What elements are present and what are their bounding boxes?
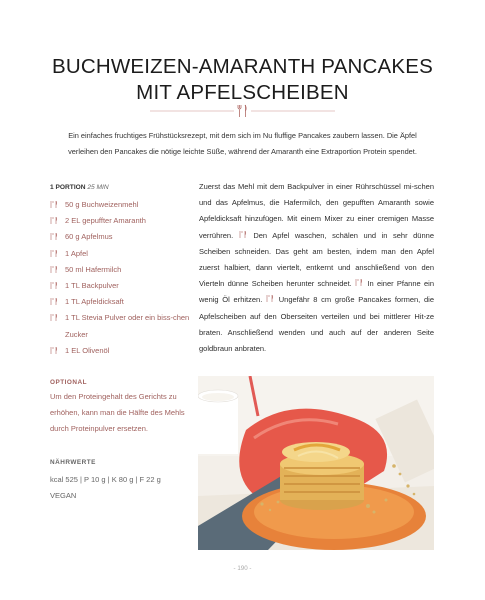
vegan-label: VEGAN (50, 490, 77, 500)
nutrition-line-1: kcal 525 | P 10 g | K 80 g | F 22 g (50, 475, 161, 484)
ingredient-list (50, 197, 190, 359)
recipe-title-line-2: MIT APFELSCHEIBEN (136, 81, 349, 104)
ingredient-item (50, 343, 190, 359)
ingredient-text: 50 ml Hafermilch (65, 264, 122, 274)
instruction-step: Ungefähr 8 cm große Pancakes formen, die Apfelscheiben auf den Oberseiten verteilen und bei mittlerer Hit-ze braten. Anschließend wenden und auch auf der anderen Seite goldbraun anbraten. (199, 295, 434, 354)
ingredient-item (50, 310, 190, 342)
ingredient-text: 1 TL Apfeldicksaft (65, 297, 124, 307)
pancake-photo (198, 376, 434, 550)
nutrition-values (50, 472, 161, 504)
instruction-step: Zuerst das Mehl mit dem Backpulver in einer Rührschüssel mi-schen und das Apfelmus, die Hafermilch, den gepufften Amaranth sowie Apfeldicksaft hinzufügen. Mit einem Mixer zu einer cremigen Masse verrühren. (199, 182, 434, 240)
fork-and-knife-icon (50, 266, 58, 274)
ingredient-text: 2 EL gepuffter Amaranth (65, 216, 146, 226)
ingredient-text: 1 EL Olivenöl (65, 345, 110, 355)
intro-line-1: Ein einfaches fruchtiges Frühstücksrezept, mit dem sich im Nu fluffige Pancakes zaubern lassen. Die Äpfel (68, 131, 417, 140)
portion-info (50, 183, 190, 192)
ingredient-item (50, 262, 190, 278)
recipe-title (0, 54, 485, 106)
ingredient-text: 1 Apfel (65, 248, 88, 258)
ingredient-item (50, 278, 190, 294)
recipe-intro (50, 128, 435, 159)
instruction-step: In einer Pfanne ein wenig Öl erhitzen. (199, 279, 435, 305)
nutrition-heading: NÄHRWERTE (50, 459, 96, 466)
ingredient-text: 60 g Apfelmus (65, 232, 113, 242)
fork-and-knife-icon (50, 201, 58, 209)
fork-and-knife-icon (355, 279, 363, 287)
optional-heading: OPTIONAL (50, 379, 88, 386)
fork-and-knife-icon (50, 347, 58, 355)
ingredient-item (50, 197, 190, 213)
ingredient-item (50, 246, 190, 262)
fork-and-knife-icon (239, 231, 247, 239)
instructions (199, 179, 434, 357)
fork-and-knife-icon (50, 233, 58, 241)
fork-and-knife-icon (50, 298, 58, 306)
fork-and-knife-icon (50, 250, 58, 258)
ingredient-item (50, 229, 190, 245)
ingredients-column (50, 183, 190, 359)
fork-and-knife-icon (266, 295, 274, 303)
fork-and-knife-icon (50, 217, 58, 225)
recipe-title-line-1: BUCHWEIZEN-AMARANTH PANCAKES (51, 55, 434, 78)
ingredient-item (50, 294, 190, 310)
optional-text: Um den Proteingehalt des Gerichts zu erhöhen, kann man die Hälfte des Mehls durch Proteinpulver ersetzen. (50, 392, 185, 433)
portion-label: 1 PORTION (50, 184, 86, 191)
fork-and-knife-icon (50, 282, 58, 290)
intro-line-2: verleihen den Pancakes die nötige leichte Süße, während der Amaranth eine Extraportion Protein spendet. (68, 146, 417, 156)
fork-and-knife-icon (50, 314, 58, 322)
instruction-step: Den Apfel waschen, schälen und in sehr dünne Scheiben schneiden. Das geht am besten, indem man den Apfel zuerst halbiert, dann viertelt, entkernt und anschließend von den Vierteln dünne Scheiben herunter schneidet. (199, 230, 434, 289)
page-number: - 190 - (233, 565, 252, 572)
ingredient-item (50, 213, 190, 229)
ingredient-text: 50 g Buchweizenmehl (65, 200, 139, 209)
time-label: 25 MIN (87, 184, 109, 191)
fork-and-knife-icon (150, 104, 335, 118)
ingredient-text: 1 TL Backpulver (65, 281, 119, 291)
ingredient-text: 1 TL Stevia Pulver oder ein biss-chen Zucker (65, 313, 190, 339)
